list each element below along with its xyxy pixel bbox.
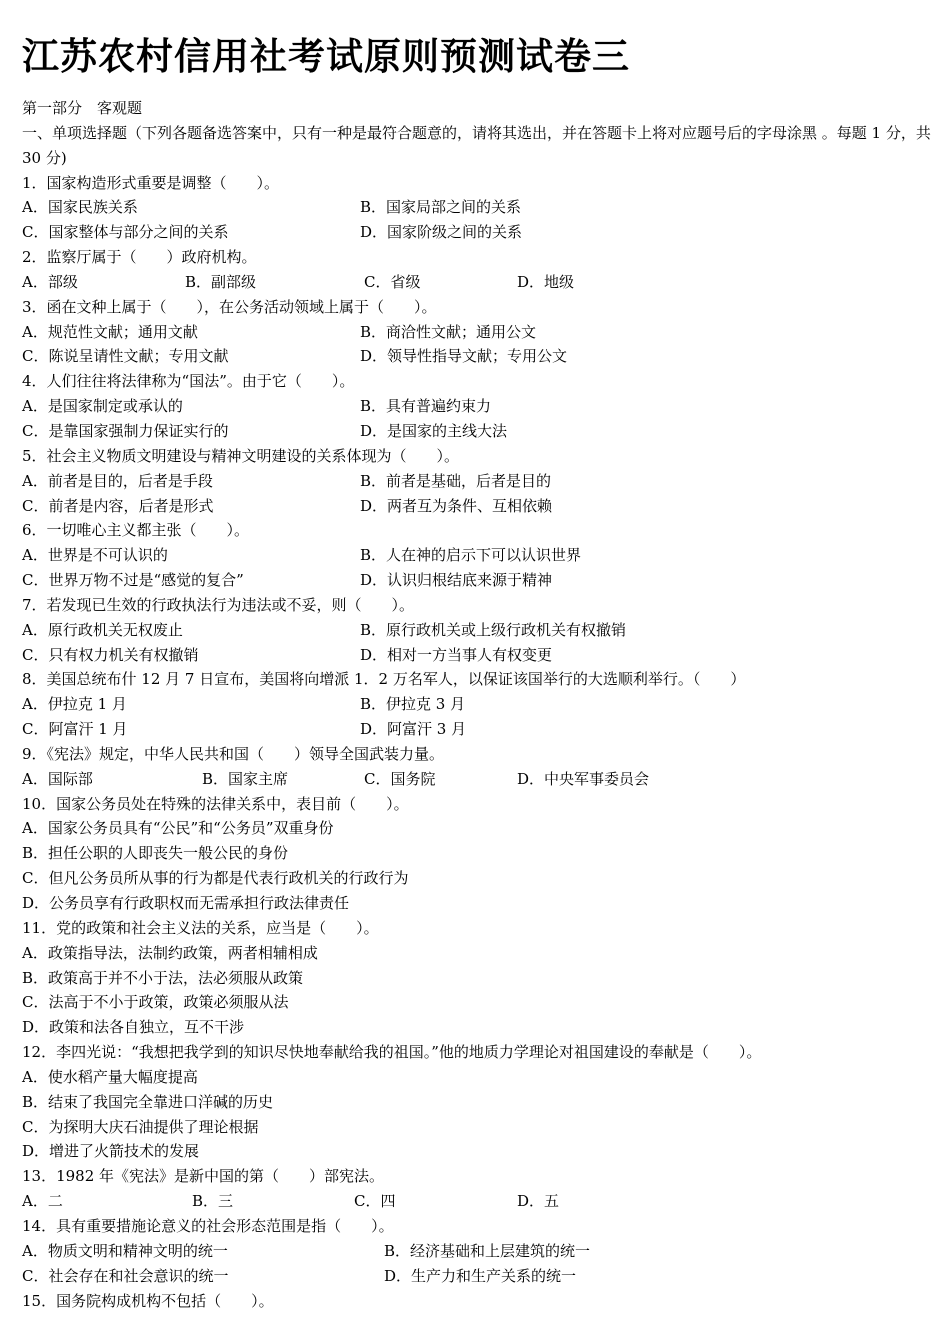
option-a: A．是国家制定或承认的 — [22, 397, 183, 416]
option-a: A．前者是目的，后者是手段 — [22, 471, 213, 490]
option-c: C．前者是内容，后者是形式 — [22, 496, 214, 515]
option-c: C．是靠国家强制力保证实行的 — [22, 421, 229, 440]
section-instructions: 一、单项选择题（下列各题备选答案中，只有一种是最符合题意的，请将其选出，并在答题卡上将对应题号后的字母涂黑 。每题 1 分，共 30 分) — [22, 123, 931, 167]
option-row — [22, 469, 937, 494]
option-a: A．国家民族关系 — [22, 198, 138, 217]
option-b: B．国家局部之间的关系 — [360, 198, 522, 217]
option-d: D．两者互为条件、互相依赖 — [360, 496, 553, 515]
option-c: C．四 — [354, 1192, 396, 1211]
question-stem: 8．美国总统布什 12 月 7 日宣布，美国将向增派 1．2 万名军人，以保证该国举行的大选顺利举行。（ ） — [22, 670, 746, 689]
option-a: A．政策指导法，法制约政策，两者相辅相成 — [22, 943, 318, 962]
question-stem: 15．国务院构成机构不包括（ ）。 — [22, 1291, 274, 1310]
question-stem: 2．监察厅属于（ ）政府机构。 — [22, 248, 257, 267]
option-b: B．人在神的启示下可以认识世界 — [360, 546, 582, 565]
option-row — [22, 320, 937, 345]
option-c: C．但凡公务员所从事的行为都是代表行政机关的行政行为 — [22, 869, 409, 888]
option-c: C．国家整体与部分之间的关系 — [22, 223, 229, 242]
option-d: D．增进了火箭技术的发展 — [22, 1142, 200, 1161]
option-a: A．原行政机关无权废止 — [22, 620, 183, 639]
option-row — [22, 767, 937, 792]
option-a: A．使水稻产量大幅度提高 — [22, 1067, 198, 1086]
option-d: D．生产力和生产关系的统一 — [384, 1266, 577, 1285]
option-row — [22, 618, 937, 643]
option-a: A．物质文明和精神文明的统一 — [22, 1241, 228, 1260]
option-b: B．具有普遍约束力 — [360, 397, 492, 416]
option-b: B．经济基础和上层建筑的统一 — [384, 1241, 591, 1260]
option-d: D．领导性指导文献；专用公文 — [360, 347, 568, 366]
option-b: B．三 — [192, 1192, 234, 1211]
option-b: B．国家主席 — [202, 769, 289, 788]
option-c: C．只有权力机关有权撤销 — [22, 645, 199, 664]
option-row — [22, 494, 937, 519]
option-d: D．是国家的主线大法 — [360, 421, 508, 440]
question-stem: 10．国家公务员处在特殊的法律关系中，表目前（ ）。 — [22, 794, 409, 813]
option-row — [22, 344, 937, 369]
question-stem: 3．函在文种上属于（ ），在公务活动领域上属于（ ）。 — [22, 297, 437, 316]
option-a: A．国家公务员具有“公民”和“公务员”双重身份 — [22, 819, 334, 838]
option-d: D．国家阶级之间的关系 — [360, 223, 523, 242]
option-row — [22, 195, 937, 220]
option-row — [22, 1264, 937, 1289]
option-row — [22, 1189, 937, 1214]
option-d: D．认识归根结底来源于精神 — [360, 571, 553, 590]
question-stem: 13．1982 年《宪法》是新中国的第（ ）部宪法。 — [22, 1167, 385, 1186]
question-stem: 11．党的政策和社会主义法的关系，应当是（ ）。 — [22, 918, 379, 937]
option-b: B．担任公职的人即丧失一般公民的身份 — [22, 844, 289, 863]
option-a: A．二 — [22, 1192, 63, 1211]
option-b: B．伊拉克 3 月 — [360, 695, 466, 714]
option-row — [22, 543, 937, 568]
option-row — [22, 419, 937, 444]
option-a: A．部级 — [22, 272, 78, 291]
question-stem: 12．李四光说：“我想把我学到的知识尽快地奉献给我的祖国。”他的地质力学理论对祖国建设的奉献是（ ）。 — [22, 1043, 762, 1062]
question-stem: 1．国家构造形式重要是调整（ ）。 — [22, 173, 280, 192]
option-b: B．结束了我国完全靠进口洋碱的历史 — [22, 1092, 274, 1111]
option-d: D．五 — [517, 1192, 560, 1211]
question-stem: 14．具有重要措施论意义的社会形态范围是指（ ）。 — [22, 1216, 394, 1235]
option-row — [22, 220, 937, 245]
part-heading: 第一部分 客观题 — [22, 99, 143, 117]
option-d: D．阿富汗 3 月 — [360, 720, 467, 739]
question-stem: 5．社会主义物质文明建设与精神文明建设的关系体现为（ ）。 — [22, 446, 460, 465]
option-d: D．相对一方当事人有权变更 — [360, 645, 553, 664]
option-c: C．世界万物不过是“感觉的复合” — [22, 571, 244, 590]
option-row — [22, 643, 937, 668]
option-row — [22, 568, 937, 593]
option-c: C．省级 — [364, 272, 421, 291]
option-b: B．前者是基础，后者是目的 — [360, 471, 552, 490]
question-stem: 7．若发现已生效的行政执法行为违法或不妥，则（ ）。 — [22, 595, 415, 614]
question-stem: 9．《宪法》规定，中华人民共和国（ ）领导全国武装力量。 — [22, 744, 445, 763]
option-row — [22, 394, 937, 419]
option-b: B．政策高于并不小于法，法必须服从政策 — [22, 968, 304, 987]
option-row — [22, 1239, 937, 1264]
option-b: B．原行政机关或上级行政机关有权撤销 — [360, 620, 627, 639]
option-a: A．伊拉克 1 月 — [22, 695, 127, 714]
option-a: A．世界是不可认识的 — [22, 546, 168, 565]
option-d: D．公务员享有行政职权而无需承担行政法律责任 — [22, 894, 350, 912]
option-c: C．社会存在和社会意识的统一 — [22, 1266, 229, 1285]
option-row — [22, 270, 937, 295]
option-d: D．政策和法各自独立，互不干涉 — [22, 1018, 245, 1037]
option-c: C．为探明大庆石油提供了理论根据 — [22, 1117, 259, 1136]
option-c: C．国务院 — [364, 769, 436, 788]
option-c: C．陈说呈请性文献；专用文献 — [22, 347, 229, 366]
option-d: D．地级 — [517, 272, 575, 291]
question-stem: 6．一切唯心主义都主张（ ）。 — [22, 521, 250, 540]
option-row — [22, 717, 937, 742]
option-row — [22, 692, 937, 717]
option-c: C．法高于不小于政策，政策必须服从法 — [22, 993, 289, 1012]
option-b: B．副部级 — [185, 272, 257, 291]
option-a: A．规范性文献；通用文献 — [22, 322, 198, 341]
option-b: B．商洽性文献；通用公文 — [360, 322, 537, 341]
document-title: 江苏农村信用社考试原则预测试卷三 — [22, 35, 630, 78]
option-a: A．国际部 — [22, 769, 93, 788]
option-d: D．中央军事委员会 — [517, 769, 650, 788]
option-c: C．阿富汗 1 月 — [22, 720, 128, 739]
document-body — [22, 96, 937, 1313]
question-stem: 4．人们往往将法律称为“国法”。由于它（ ）。 — [22, 372, 355, 391]
